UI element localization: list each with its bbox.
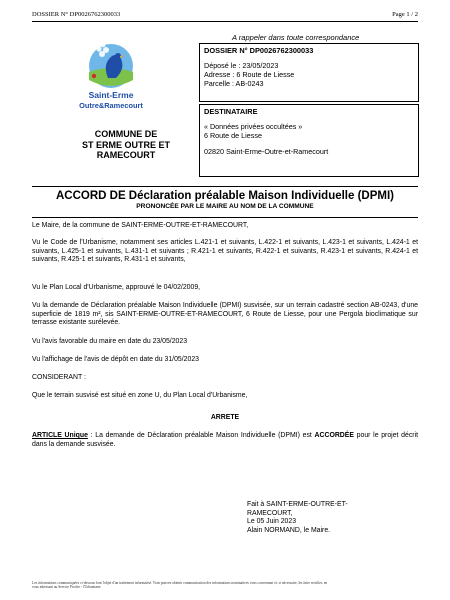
recipient-title: DESTINATAIRE (204, 107, 258, 116)
recipient-city: 02820 Saint-Erme-Outre-et-Ramecourt (204, 147, 329, 156)
correspondence-note: A rappeler dans toute correspondance (232, 33, 360, 42)
commune-line2: ST ERME OUTRE ET (81, 139, 170, 150)
body-affichage: Vu l'affichage de l'avis de dépôt en date du 31/05/2023 (32, 356, 199, 363)
dossier-box (199, 43, 419, 102)
body-arrete: ARRETE (210, 414, 240, 421)
recipient-street: 6 Route de Liesse (204, 131, 262, 140)
dossier-parcel: Parcelle : AB-0243 (204, 79, 264, 88)
decision-title: ACCORD DE Déclaration préalable Maison Individuelle (DPMI) (55, 190, 395, 202)
signature-name: Alain NORMAND, le Maire. (247, 527, 331, 535)
dossier-address: Adresse : 6 Route de Liesse (204, 70, 295, 79)
body-zone: Que le terrain susvisé est situé en zone U, du Plan Local d'Urbanisme, (32, 392, 248, 399)
decision-title-bar (32, 186, 418, 218)
logo-text-line2: Outre&Ramecourt (79, 101, 143, 110)
signature-line1: Fait à SAINT-ERME-OUTRE-ET- (247, 501, 348, 508)
recipient-box (199, 104, 419, 177)
commune-line3: RAMECOURT (96, 150, 156, 160)
signature-block (247, 501, 397, 536)
page-header (32, 10, 418, 22)
logo-text-line1: Saint-Erme (88, 90, 134, 100)
body-request: Vu la demande de Déclaration préalable Maison Individuelle (DPMI) susvisée, sur un terrain cadastré section AB-0243, d'une superficie de 1819 m², sis SAINT-ERME-OUTRE-ET-RAMECOURT, 6 Route de Liesse, pour une Pergola bioclimatique sur terrasse existante surélevée. (32, 302, 418, 327)
signature-date: Le 05 Juin 2023 (247, 518, 297, 526)
article-decision: ACCORDÉE (314, 432, 354, 439)
article-text: : La demande de Déclaration préalable Maison Individuelle (DPMI) est (87, 432, 315, 439)
dossier-box-title: DOSSIER N° DP0026762300033 (204, 46, 314, 55)
body-mayor-opinion: Vu l'avis favorable du maire en date du 23/05/2023 (32, 338, 188, 345)
body-article-unique (32, 432, 418, 449)
header-page-number: Page 1 / 2 (392, 11, 418, 18)
dossier-deposit-date: Déposé le : 23/05/2023 (204, 61, 279, 70)
footer-line1: Les informations communiquées ci-dessous font l'objet d'un traitement informatisé. Vous pouvez obtenir communication des informations nominatives vous concernant et, si nécessaire, les faire rectifier, en (32, 581, 328, 585)
article-text-end: pour le projet décrit dans la demande susvisée. (32, 432, 419, 448)
body-mayor-line: Le Maire, de la commune de SAINT-ERME-OUTRE-ET-RAMECOURT, (32, 222, 249, 229)
decision-subtitle: PRONONCÉE PAR LE MAIRE AU NOM DE LA COMMUNE (136, 203, 314, 210)
commune-name (62, 129, 190, 161)
commune-line1: COMMUNE DE (94, 129, 158, 139)
legal-footer (32, 581, 418, 590)
footer-line2: vous adressant au Service Proche - l'Urbanisme. (32, 585, 102, 590)
body-code-urbanisme: Vu le Code de l'Urbanisme, notamment ses articles L.421-1 et suivants, L.422-1 et suivants, L.423-1 et suivants, L.424-1 et suivants, L.425-1 et suivants, L.431-1 et suivants ; R.421-1 et suivants, R.422-1 et suivants, R.423-1 et suivants, R.424-1 et suivants, R.425-1 et suivants, R.431-1 et suivants, (32, 239, 418, 264)
recipient-name: « Données privées occultées » (204, 122, 303, 131)
body-considerant: CONSIDERANT : (32, 374, 86, 381)
article-label: ARTICLE Unique (32, 432, 88, 439)
body-plu: Vu le Plan Local d'Urbanisme, approuvé le 04/02/2009, (32, 284, 201, 291)
signature-line2: RAMECOURT, (247, 509, 293, 517)
commune-logo (72, 36, 150, 112)
header-dossier-number: DOSSIER N° DP0026762300033 (32, 11, 121, 18)
